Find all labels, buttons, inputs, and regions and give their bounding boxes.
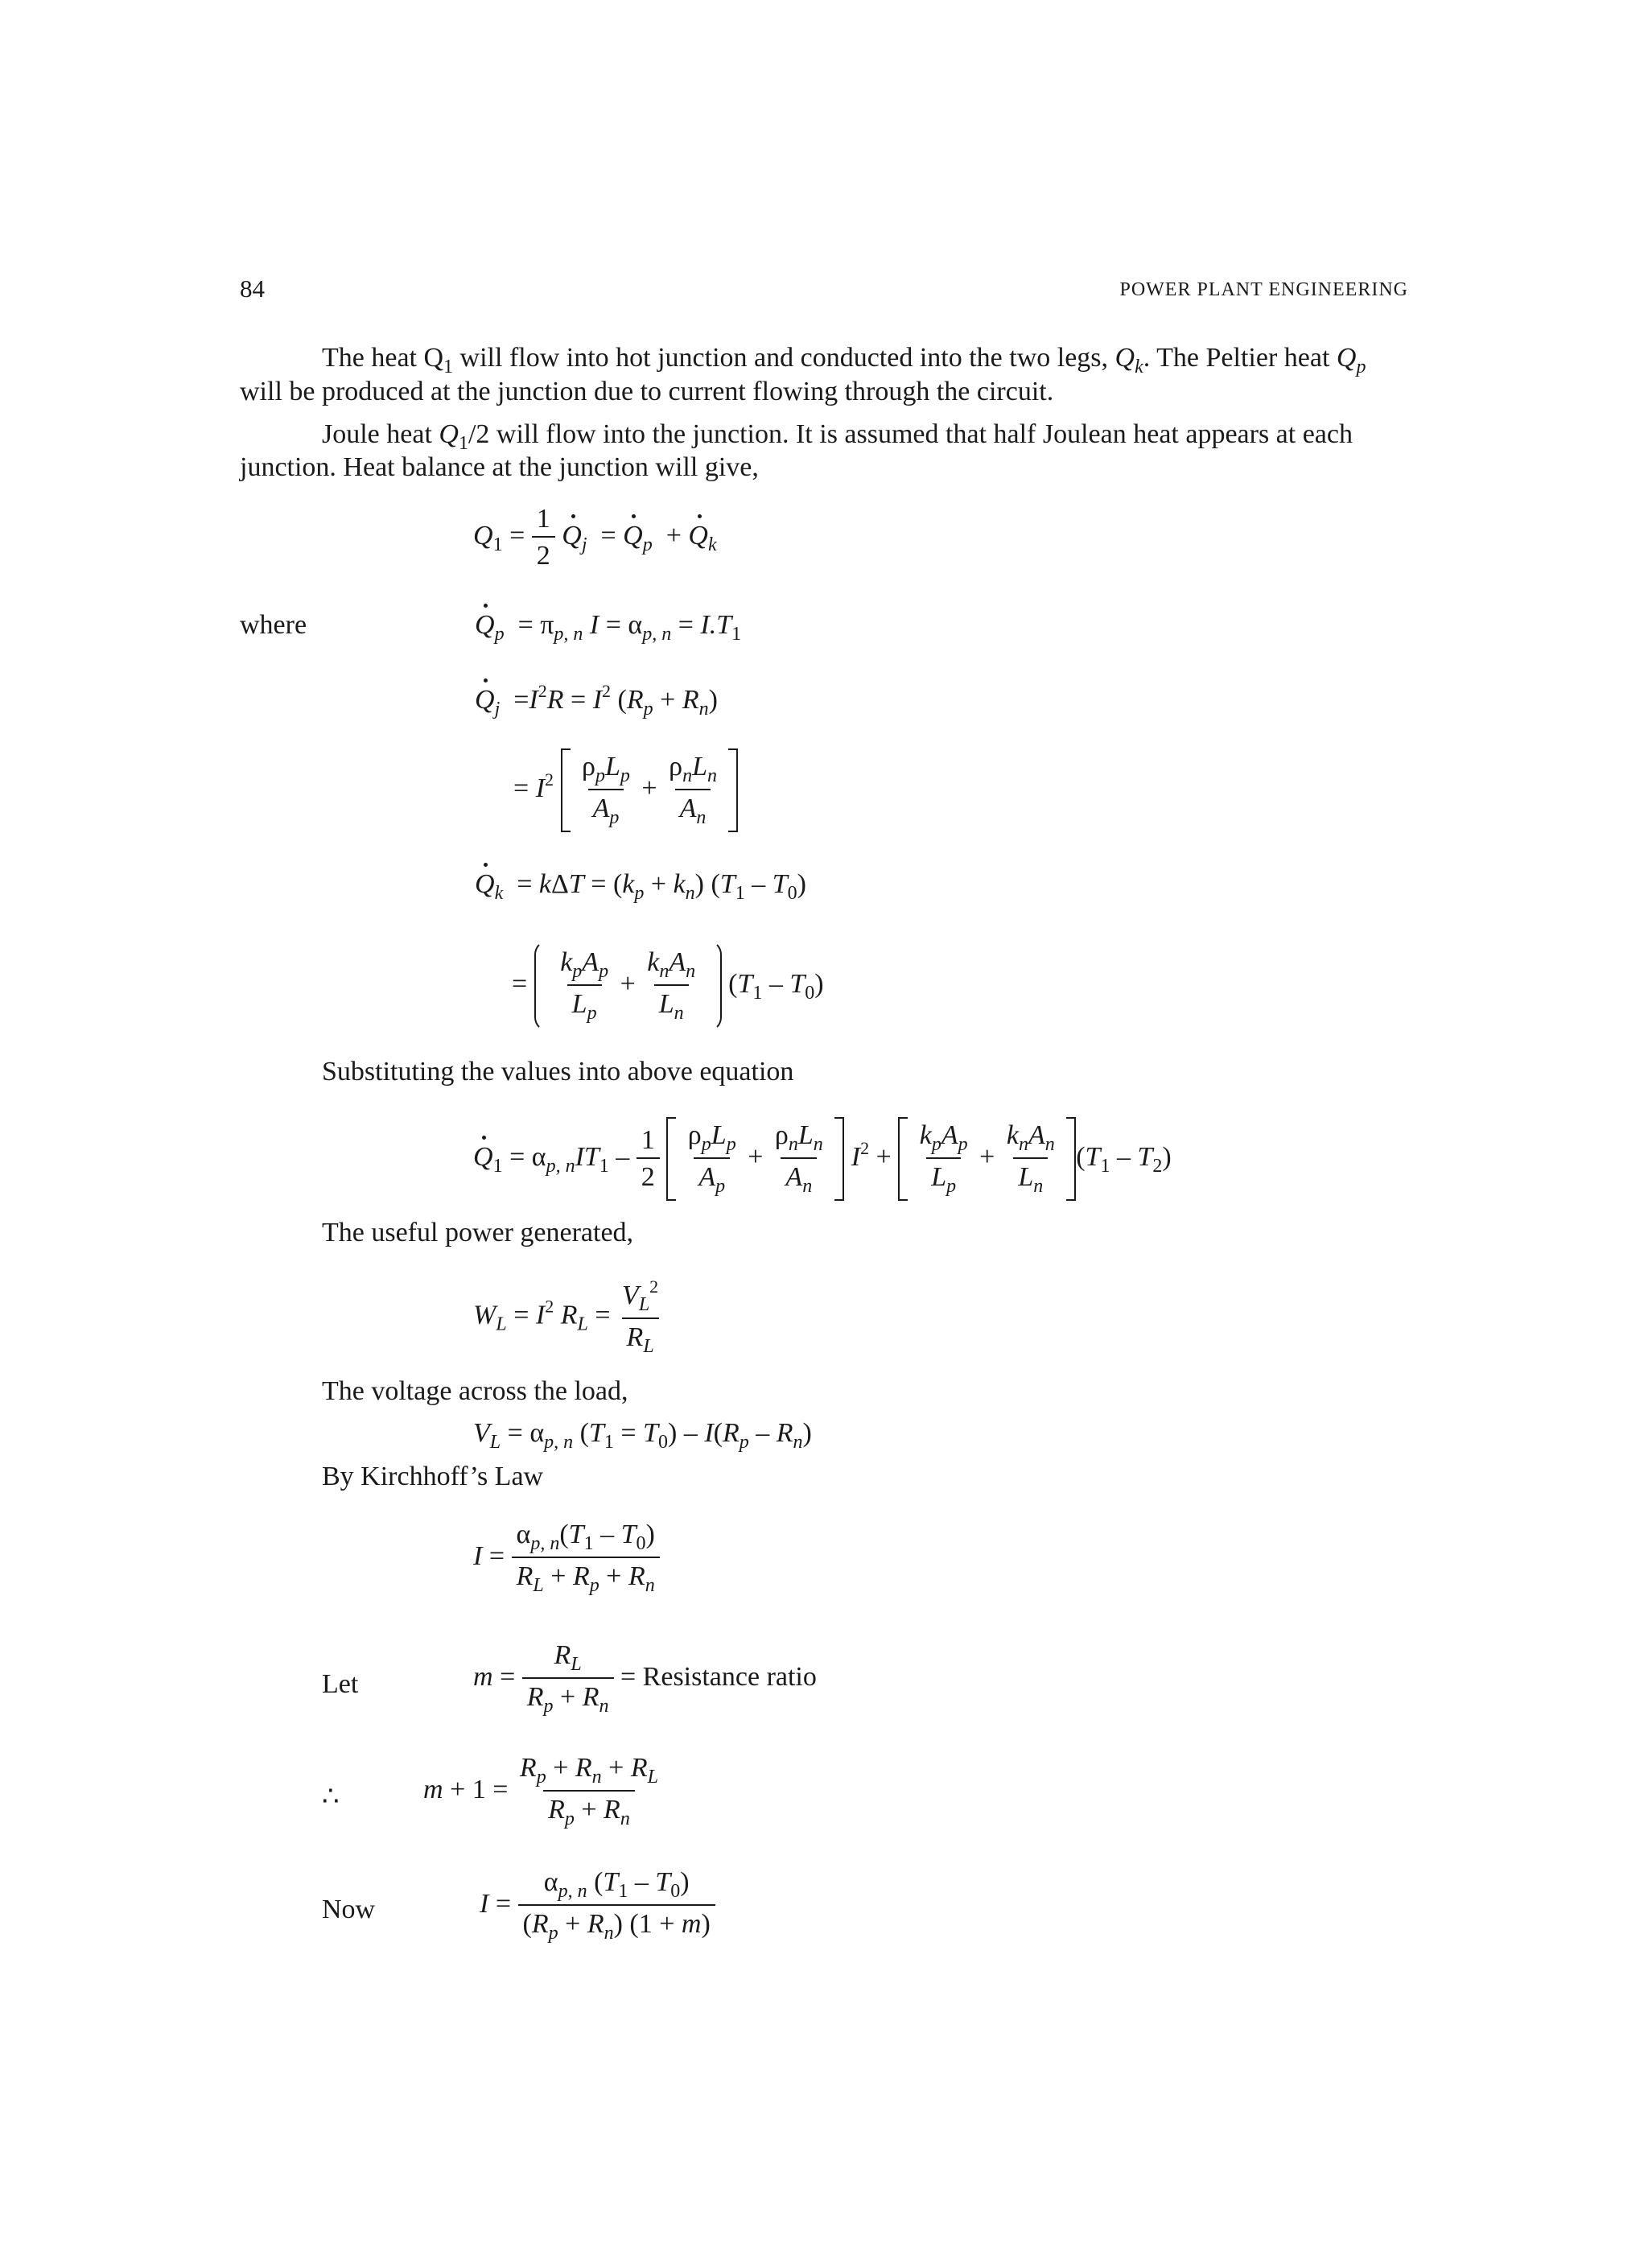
- subscript: k: [1135, 357, 1143, 377]
- text-span: will flow into hot junction and conducted into the two legs,: [453, 343, 1115, 373]
- paragraph-2-line-2: junction. Heat balance at the junction will give,: [240, 452, 759, 482]
- equation-conduction-expanded: = $\frac{k_pA_p}{L_p}$ + $\frac{k_nA_n}{L_n}$ $(T_1 - T_0)$: [512, 940, 824, 1032]
- text-substituting: Substituting the values into above equation: [322, 1057, 794, 1087]
- symbol: Q: [439, 419, 459, 449]
- text-span: Joule heat: [322, 419, 439, 449]
- paragraph-1-line-1: [322, 344, 1366, 377]
- text-span: The heat Q: [322, 343, 444, 373]
- subscript: 1: [443, 357, 454, 377]
- equation-heat-balance: $Q_1$ = $\frac{1}{2}$ $Q_j = Q_p + Q_k$: [473, 504, 717, 571]
- equation-current-final: I = $\frac{\alpha_{p, n} (T_1 - T_0)}{(R_p + R_n) (1 + m)}$: [480, 1869, 715, 1943]
- equation-joule-expanded: = $I^2$ $\frac{\rho_pL_p}{A_p}$ + $\frac{\rho_nL_n}{A_n}$: [513, 748, 738, 832]
- equation-peltier: $Q_p = \pi_{p, n}$ $I = \alpha_{p, n} = I.T_1$: [475, 610, 742, 645]
- page-number: 84: [240, 274, 265, 303]
- equation-m-plus-one: m + 1 = $\frac{R_p + R_n + R_L}{R_p + R_n}$: [423, 1753, 658, 1829]
- equation-conduction: $Q_k = k\Delta T = (k_p + k_n)$ $(T_1 - T_0)$: [475, 869, 806, 904]
- equation-current: I = $\frac{\alpha_{p, n}(T_1 - T_0)}{R_L + R_p + R_n}$: [473, 1521, 660, 1595]
- subscript: p: [1356, 357, 1366, 377]
- subscript: 1: [458, 433, 468, 454]
- paragraph-1-line-2: will be produced at the junction due to current flowing through the circuit.: [240, 377, 1054, 406]
- label-where: where: [240, 610, 307, 640]
- text-span: . The Peltier heat: [1143, 343, 1337, 373]
- equation-voltage: $V_L = \alpha_{p, n}$ $(T_1 = T_0) - I(R_p - R_n)$: [473, 1418, 812, 1453]
- equation-q1-combined: $Q_1 = \alpha_{p, n}IT_1$ – $\frac{1}{2}$ $\frac{\rho_pL_p}{A_p}$ + $\frac{\rho_nL_n}{A_n}$ $I^2$ + $\frac{k_pA_p}{L_p}$ + $\frac{k_nA_n}{L_n}$ $(T_1 - T_2)$: [473, 1117, 1172, 1201]
- paragraph-2-line-1: [322, 421, 1353, 453]
- text-kirchhoff: By Kirchhoff’s Law: [322, 1462, 544, 1491]
- label-now: Now: [322, 1895, 376, 1924]
- equation-power: $W_L = I^2$ $R_L$ = $\frac{V_L^2}{R_L}$: [473, 1276, 659, 1357]
- resistance-ratio-text: = Resistance ratio: [620, 1661, 817, 1692]
- symbol: Q: [1114, 343, 1135, 373]
- label-therefore: ∴: [322, 1782, 340, 1812]
- label-let: Let: [322, 1669, 359, 1699]
- text-useful-power: The useful power generated,: [322, 1218, 634, 1247]
- running-title: POWER PLANT ENGINEERING: [1119, 279, 1408, 300]
- equation-resistance-ratio: m = $\frac{R_L}{R_p + R_n}$ = Resistance ratio: [473, 1640, 817, 1717]
- text-voltage-load: The voltage across the load,: [322, 1376, 628, 1406]
- symbol: Q: [1336, 343, 1357, 373]
- equation-joule: $Q_j =I^2R = I^2$ $(R_p + R_n)$: [475, 681, 718, 720]
- text-span: /2 will flow into the junction. It is assumed that half Joulean heat appears at each: [468, 419, 1353, 449]
